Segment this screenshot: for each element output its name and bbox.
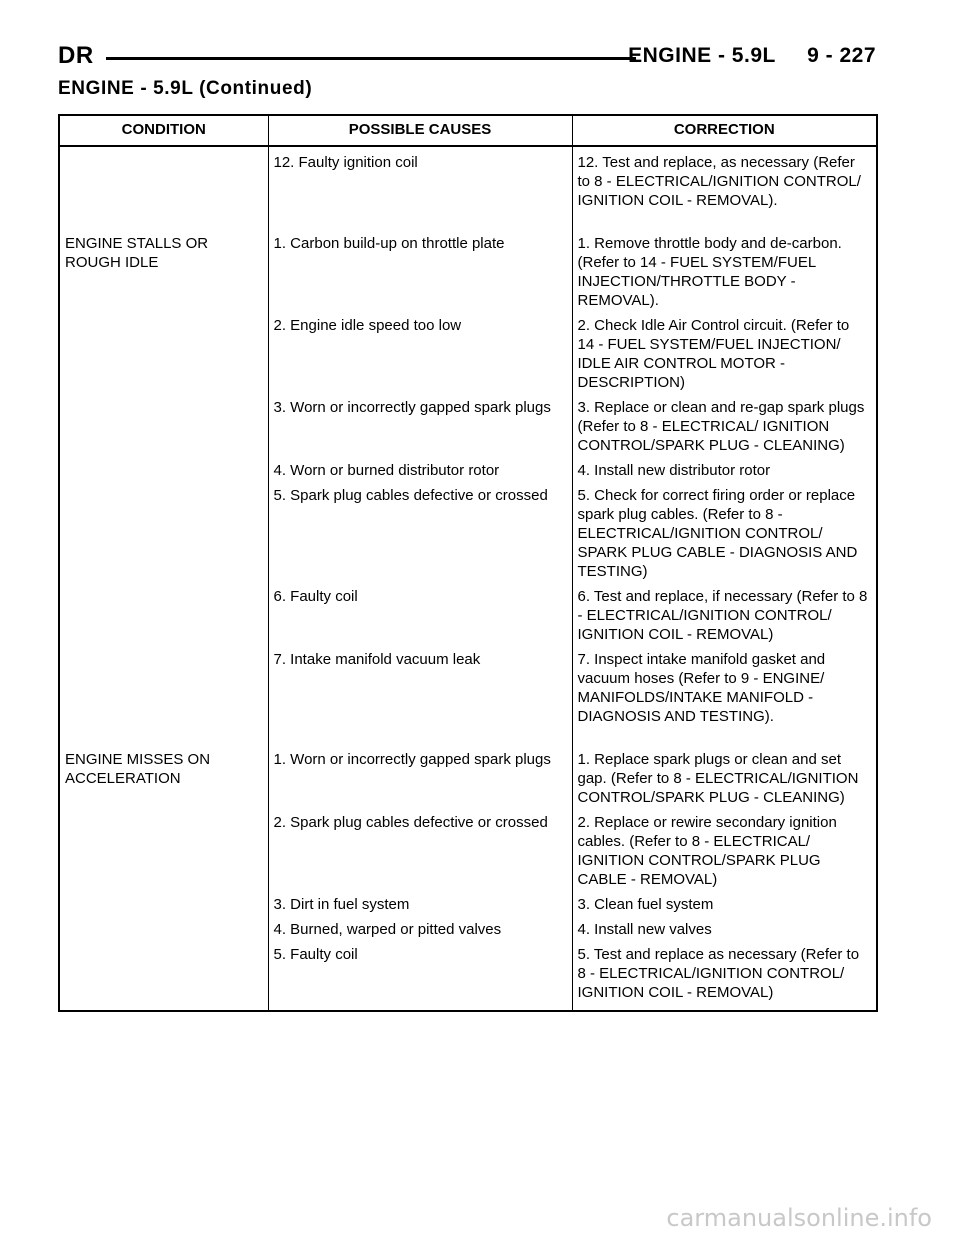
cause-cell: 5. Spark plug cables defective or crossed	[268, 486, 572, 587]
condition-cell	[59, 146, 268, 222]
header-model-code: DR	[58, 42, 94, 69]
watermark: carmanualsonline.info	[666, 1204, 932, 1232]
correction-cell: 4. Install new valves	[577, 921, 712, 938]
correction-cell: 4. Install new distributor rotor	[577, 462, 771, 479]
table-body	[59, 146, 877, 1011]
header-rule	[106, 57, 636, 60]
correction-cell: 6. Test and replace, if necessary (Refer to 8 - ELECTRICAL/IGNITION CONTROL/ IGNITION COIL - REMOVAL)	[577, 588, 868, 643]
table-header-row	[59, 115, 877, 146]
cause-cell: 5. Faulty coil	[268, 945, 572, 1011]
page-header	[58, 40, 876, 74]
correction-cell: 12. Test and replace, as necessary (Refer to 8 - ELECTRICAL/IGNITION CONTROL/ IGNITION COIL - REMOVAL).	[577, 154, 861, 209]
correction-cell: 2. Check Idle Air Control circuit. (Refer to 14 - FUEL SYSTEM/FUEL INJECTION/ IDLE AIR CONTROL MOTOR - DESCRIPTION)	[577, 317, 850, 391]
cause-cell: 12. Faulty ignition coil	[268, 146, 572, 222]
header-section-page: ENGINE - 5.9L 9 - 227	[628, 44, 876, 67]
correction-cell: 3. Clean fuel system	[577, 896, 714, 913]
column-header-condition: CONDITION	[59, 115, 268, 146]
correction-cell: 5. Check for correct firing order or replace spark plug cables. (Refer to 8 - ELECTRICAL/IGNITION CONTROL/ SPARK PLUG CABLE - DIAGNOSIS AND TESTING)	[577, 487, 858, 580]
cause-cell: 1. Carbon build-up on throttle plate	[268, 222, 572, 316]
correction-cell: 3. Replace or clean and re-gap spark plugs (Refer to 8 - ELECTRICAL/ IGNITION CONTROL/SPARK PLUG - CLEANING)	[577, 399, 865, 454]
cause-cell: 6. Faulty coil	[268, 587, 572, 650]
cause-cell: 1. Worn or incorrectly gapped spark plugs	[268, 738, 572, 813]
section-title: ENGINE - 5.9L (Continued)	[58, 78, 313, 99]
cause-cell: 3. Dirt in fuel system	[268, 895, 572, 920]
column-header-correction: CORRECTION	[572, 115, 877, 146]
table-row	[59, 222, 877, 316]
correction-cell: 5. Test and replace as necessary (Refer to 8 - ELECTRICAL/IGNITION CONTROL/ IGNITION COIL - REMOVAL)	[577, 946, 860, 1001]
correction-cell: 1. Replace spark plugs or clean and set gap. (Refer to 8 - ELECTRICAL/IGNITION CONTROL/SPARK PLUG - CLEANING)	[577, 751, 859, 806]
cause-cell: 2. Spark plug cables defective or crossed	[268, 813, 572, 895]
condition-cell: ENGINE MISSES ON ACCELERATION	[59, 738, 268, 1011]
correction-cell: 2. Replace or rewire secondary ignition cables. (Refer to 8 - ELECTRICAL/ IGNITION CONTROL/SPARK PLUG CABLE - REMOVAL)	[577, 814, 837, 888]
correction-cell: 7. Inspect intake manifold gasket and vacuum hoses (Refer to 9 - ENGINE/ MANIFOLDS/INTAKE MANIFOLD - DIAGNOSIS AND TESTING).	[577, 651, 826, 725]
condition-cell: ENGINE STALLS OR ROUGH IDLE	[59, 222, 268, 738]
cause-cell: 3. Worn or incorrectly gapped spark plugs	[268, 398, 572, 461]
table-row	[59, 738, 877, 813]
correction-cell: 1. Remove throttle body and de-carbon. (Refer to 14 - FUEL SYSTEM/FUEL INJECTION/THROTTLE BODY - REMOVAL).	[577, 235, 842, 309]
table-row	[59, 146, 877, 222]
cause-cell: 4. Worn or burned distributor rotor	[268, 461, 572, 486]
cause-cell: 2. Engine idle speed too low	[268, 316, 572, 398]
cause-cell: 4. Burned, warped or pitted valves	[268, 920, 572, 945]
column-header-possible-causes: POSSIBLE CAUSES	[268, 115, 572, 146]
diagnosis-table	[58, 114, 878, 1012]
cause-cell: 7. Intake manifold vacuum leak	[268, 650, 572, 738]
